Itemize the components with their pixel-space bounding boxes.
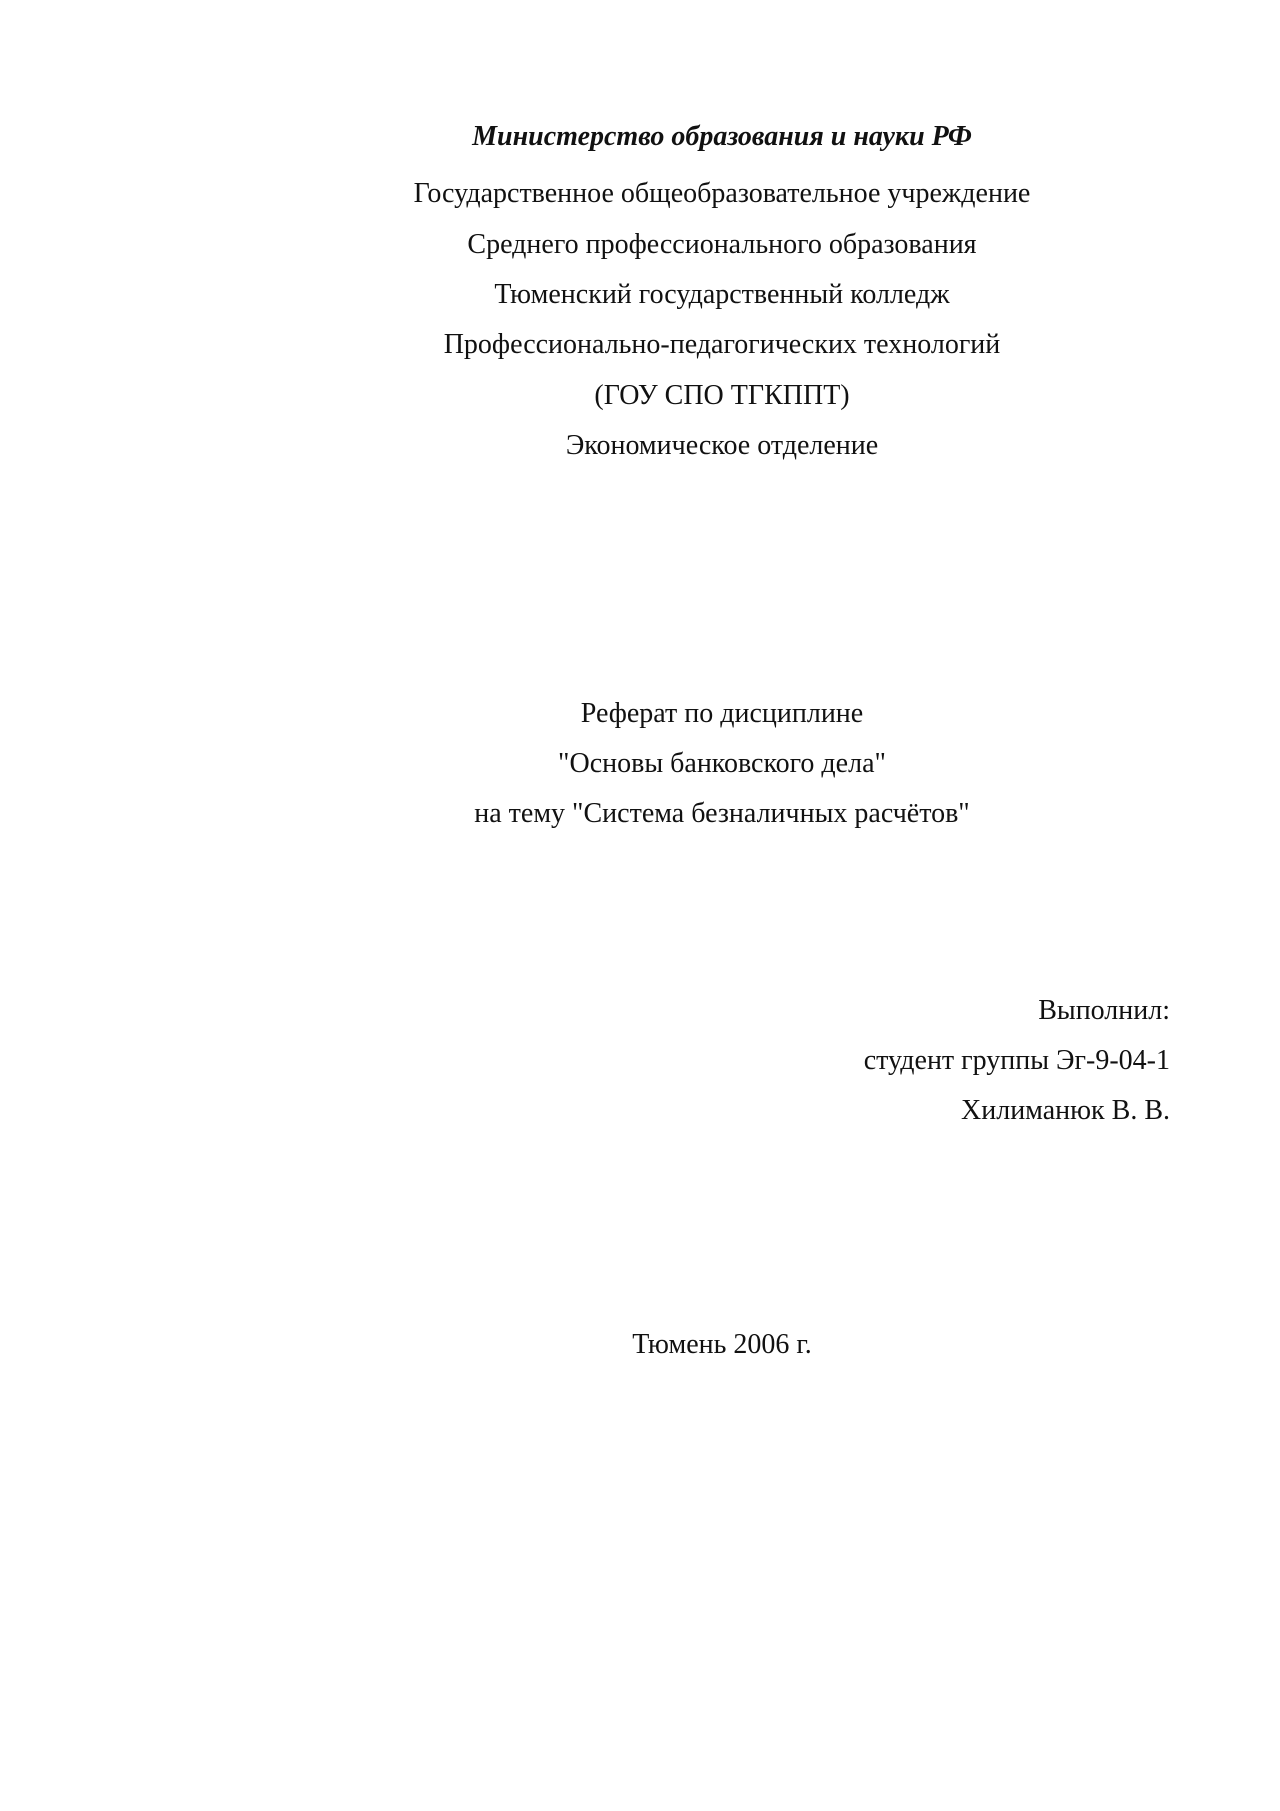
institution-line-4: Профессионально-педагогических технологий xyxy=(443,329,1001,360)
institution-line-1: Государственное общеобразовательное учреждение xyxy=(413,178,1031,209)
essay-topic: на тему "Система безналичных расчётов" xyxy=(474,798,970,829)
performed-by-label: Выполнил: xyxy=(1038,995,1170,1026)
institution-abbreviation: (ГОУ СПО ТГКППТ) xyxy=(594,380,850,411)
essay-discipline: "Основы банковского дела" xyxy=(558,748,886,779)
ministry-heading: Министерство образования и науки РФ xyxy=(472,121,972,152)
author-name: Хилиманюк В. В. xyxy=(961,1095,1170,1126)
city-year: Тюмень 2006 г. xyxy=(632,1329,812,1360)
institution-line-2: Среднего профессионального образования xyxy=(467,229,977,260)
institution-line-3: Тюменский государственный колледж xyxy=(494,279,950,310)
student-group: студент группы Эг-9-04-1 xyxy=(863,1045,1170,1076)
essay-type: Реферат по дисциплине xyxy=(580,698,864,729)
department: Экономическое отделение xyxy=(565,430,879,461)
